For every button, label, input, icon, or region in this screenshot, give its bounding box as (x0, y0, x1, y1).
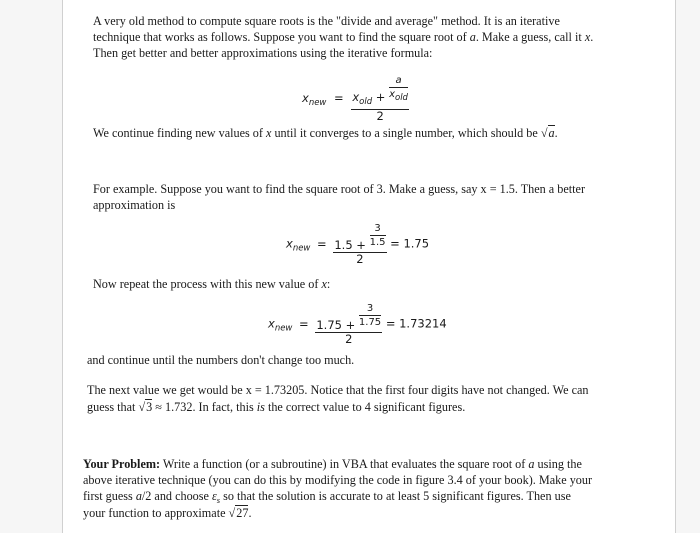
example-equation-1: $x_{new}$ = 1.5 + $\frac{3}{1.5}$ 2 = 1.75 (286, 223, 430, 266)
right-margin (675, 0, 700, 533)
iterative-formula: $x_{new}$ = $x_{old}$ + $\frac{a}{x_{old}}$ 2 (302, 75, 408, 123)
problem-line-3: first guess a/2 and choose $\varepsilon_s$ so that the solution is accurate to at least 5 significant figures. Then use (83, 489, 571, 505)
intro-line-1: A very old method to compute square roots is the "divide and average" method. It is an iterative (93, 14, 560, 28)
convergence-text: We continue finding new values of x until it converges to a single number, which should be √a. (93, 126, 558, 140)
problem-line-1: Your Problem: Write a function (or a subroutine) in VBA that evaluates the square root of a using the (83, 457, 582, 471)
example-equation-2: $x_{new}$ = 1.75 + $\frac{3}{1.75}$ 2 = 1.73214 (268, 303, 447, 346)
next-value-line-1: The next value we get would be x = 1.73205. Notice that the first four digits have not changed. We can (87, 383, 589, 397)
continue-text: and continue until the numbers don't change too much. (87, 353, 355, 367)
left-margin (0, 0, 62, 533)
problem-heading: Your Problem: (83, 457, 161, 471)
intro-line-3: Then get better and better approximations using the iterative formula: (93, 46, 433, 60)
repeat-text: Now repeat the process with this new value of x: (93, 277, 331, 291)
problem-line-2: above iterative technique (you can do this by modifying the code in figure 3.4 of your book). Make your (83, 473, 593, 487)
intro-line-2: technique that works as follows. Suppose you want to find the square root of a. Make a guess, call it x. (93, 30, 594, 44)
example-line-1: For example. Suppose you want to find the square root of 3. Make a guess, say x = 1.5. Then a better (93, 182, 586, 196)
next-value-line-2: guess that √3 ≈ 1.732. In fact, this is the correct value to 4 significant figures. (87, 400, 466, 414)
problem-line-4: your function to approximate √27. (83, 506, 252, 520)
example-line-2: approximation is (93, 198, 176, 212)
